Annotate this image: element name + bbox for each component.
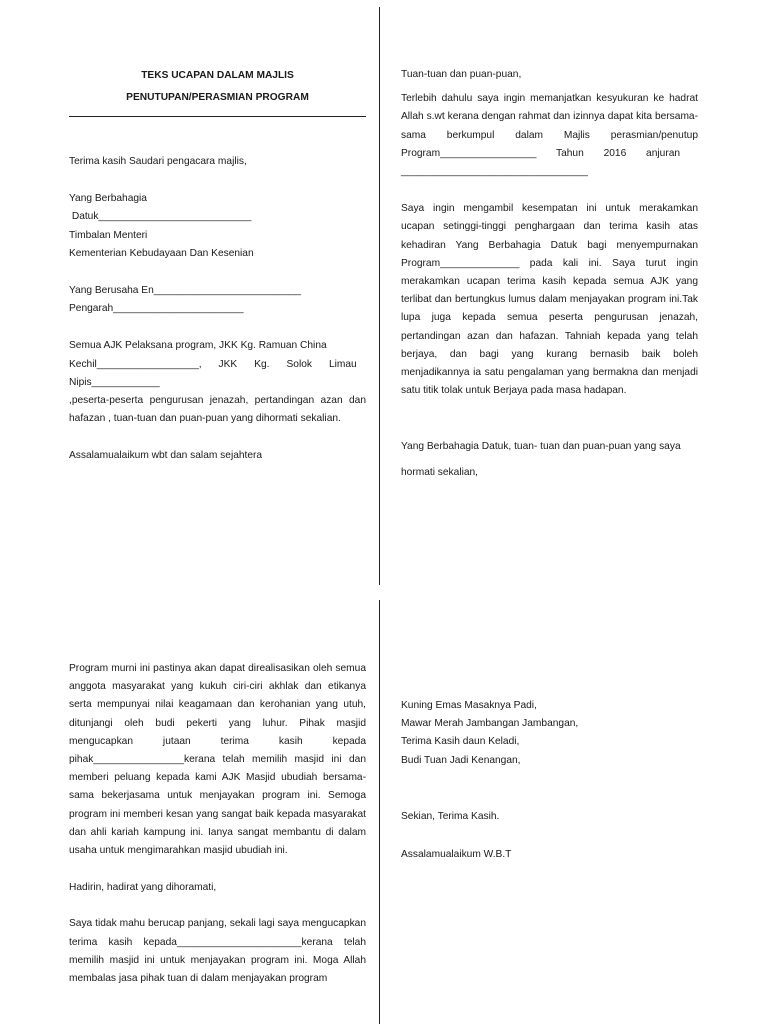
- salam-opening: Assalamualaikum wbt dan salam sejahtera: [69, 450, 263, 462]
- vip1-line2: Datuk___________________________: [69, 211, 252, 223]
- pantun-line4: Budi Tuan Jadi Kenangan,: [401, 754, 521, 766]
- ajk-line3: Nipis____________: [69, 376, 160, 388]
- ajk-line4: ,peserta-peserta pengurusan jenazah, pertandingan azan dan hafazan , tuan-tuan dan puan-puan yang dihormati sekalian.: [69, 395, 366, 425]
- closing-thanks: Sekian, Terima Kasih.: [401, 810, 500, 822]
- page1-left-column: [69, 65, 366, 466]
- ajk-line1: Semua AJK Pelaksana program, JKK Kg. Ramuan China: [69, 340, 327, 352]
- vip1-line3: Timbalan Menteri: [69, 229, 148, 241]
- pantun-line1: Kuning Emas Masaknya Padi,: [401, 700, 537, 711]
- opening-address: Tuan-tuan dan puan-puan,: [401, 69, 522, 80]
- vip1-line4: Kementerian Kebudayaan Dan Kesenian: [69, 247, 254, 259]
- document-title-line2: PENUTUPAN/PERASMIAN PROGRAM: [126, 92, 309, 103]
- vip2-line2: Pengarah_______________________: [69, 303, 244, 315]
- pantun-line3: Terima Kasih daun Keladi,: [401, 736, 520, 748]
- vip1-line1: Yang Berbahagia: [69, 193, 147, 205]
- column-divider-bottom: [379, 600, 380, 1024]
- document-title-line1: TEKS UCAPAN DALAM MAJLIS: [141, 70, 294, 81]
- pantun-line2: Mawar Merah Jambangan Jambangan,: [401, 718, 579, 730]
- column-divider-top: [379, 7, 380, 585]
- ajk-line2: Kechil__________________, JKK Kg. Solok Limau: [69, 358, 357, 370]
- gratitude-organizer-blank: _________________________________: [401, 166, 588, 178]
- greeting: Terima kasih Saudari pengacara majlis,: [69, 156, 247, 167]
- gratitude-paragraph: Terlebih dahulu saya ingin memanjatkan kesyukuran ke hadrat Allah s.wt kerana dengan rahmat dan izinnya dapat kita bersama-sama berkumpul dalam Majlis perasmian/penutup Program_________________ Tahun 2016 anjuran: [401, 93, 701, 159]
- hadirin-address: Hadirin, hadirat yang dihoramati,: [69, 882, 217, 894]
- vip2-line1: Yang Berusaha En__________________________: [69, 285, 302, 297]
- address-line2: hormati sekalian,: [401, 467, 479, 479]
- appreciation-paragraph: Saya ingin mengambil kesempatan ini untuk merakamkan ucapan setinggi-tinggi penghargaan dan terima kasih atas kehadiran Yang Berbahagia Datuk bagi menyempurnakan Program______________ pada kali ini. Saya turut ingin merakamkan ucapan terima kasih kepada semua AJK yang terlibat dan bertungkus lumus dalam menjayakan program ini.Tak lupa juga kepada semua peserta pengurusan jenazah, pertandingan azan dan hafazan. Tahniah kepada yang telah berjaya, dan bagi yang kurang bernasib baik boleh menjadikannya ia satu pengalaman yang bermakna dan menjadi satu titik tolak untuk Berjaya pada masa hadapan.: [401, 203, 698, 397]
- salam-closing: Assalamualaikum W.B.T: [401, 849, 512, 861]
- page2-right-column: [401, 697, 698, 864]
- page1-right-column: [401, 66, 701, 486]
- address-line1: Yang Berbahagia Datuk, tuan- tuan dan puan-puan yang saya: [401, 441, 681, 453]
- closing-paragraph: Saya tidak mahu berucap panjang, sekali lagi saya mengucapkan terima kasih kepada______________________kerana telah memilih masjid ini untuk menjayakan program ini. Moga Allah membalas jasa pihak tuan di dalam menjayakan program: [69, 918, 366, 985]
- page2-left-column: [69, 660, 366, 988]
- program-paragraph: Program murni ini pastinya akan dapat direalisasikan oleh semua anggota masyarakat yang kukuh ciri-ciri akhlak dan etikanya serta mempunyai nilai keagamaan dan kerohanian yang utuh, ditunjangi oleh budi pekerti yang luhur. Pihak masjid mengucapkan jutaan terima kasih kepada pihak________________kerana telah memilih masjid ini dan memberi peluang kepada kami AJK Masjid ubudiah bersama-sama bekerjasama untuk menjayakan program ini. Semoga program ini memberi kesan yang sangat baik kepada masyarakat dan ahli kariah kampung ini. Ianya sangat membantu di dalam usaha untuk mengimarahkan masjid ubudiah ini.: [69, 663, 366, 857]
